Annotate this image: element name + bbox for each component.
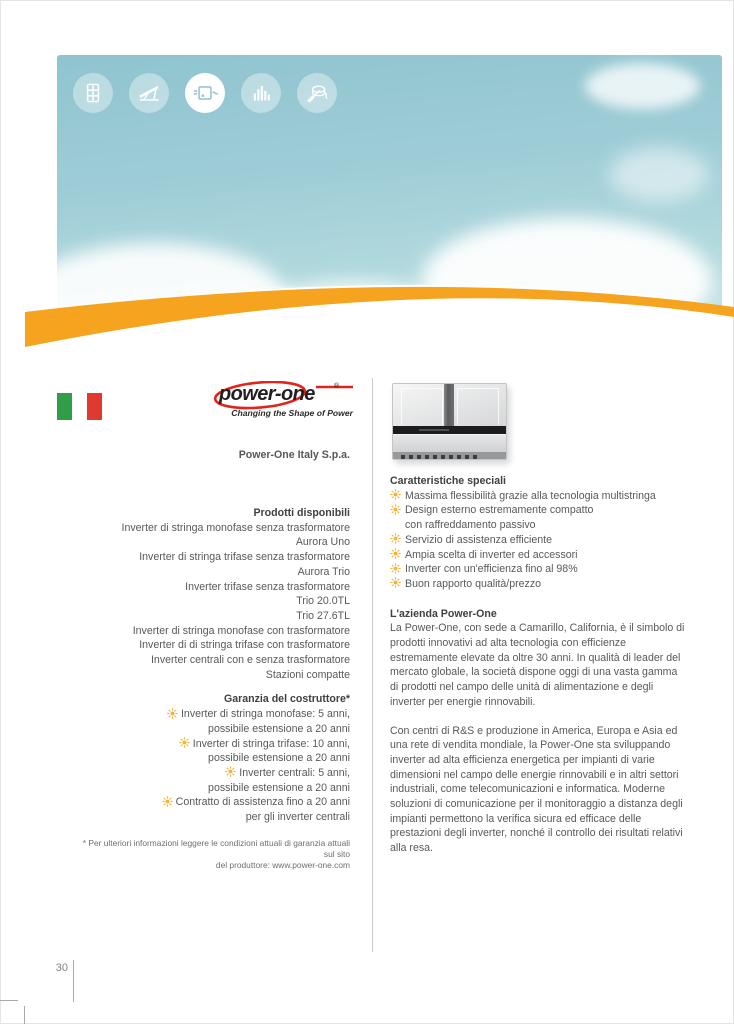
product-item: Stazioni compatte <box>265 668 350 681</box>
product-item: Inverter di stringa monofase con trasformatore <box>132 624 350 637</box>
warranty-line: Contratto di assistenza fino a 20 anni <box>80 795 350 810</box>
sun-bullet-icon <box>390 489 401 500</box>
sun-bullet-icon <box>179 737 190 748</box>
sun-bullet-icon <box>167 708 178 719</box>
warranty-line: Inverter di stringa monofase: 5 anni, <box>80 707 350 722</box>
sun-bullet-icon <box>225 766 236 777</box>
logo-tagline: Changing the Shape of Power <box>231 408 353 418</box>
warranty-line: Inverter centrali: 5 anni, <box>80 766 350 781</box>
inverter-product-photo <box>392 383 507 460</box>
feature-line: Buon rapporto qualità/prezzo <box>390 577 688 592</box>
features-heading: Caratteristiche speciali <box>390 475 506 487</box>
warranty-line: Inverter di stringa trifase: 10 anni, <box>80 737 350 752</box>
product-item: Aurora Uno <box>295 536 350 549</box>
product-item: Inverter di di stringa trifase con trasformatore <box>139 639 350 652</box>
registered-trademark-symbol: ® <box>334 383 340 390</box>
product-item: Inverter di stringa trifase senza trasformatore <box>139 551 350 564</box>
feature-line: Ampia scelta di inverter ed accessori <box>390 548 688 563</box>
product-item: Inverter trifase senza trasformatore <box>185 580 350 593</box>
company-section-heading: L'azienda Power-One <box>390 607 497 620</box>
sun-bullet-icon <box>390 563 401 574</box>
feature-line: Servizio di assistenza efficiente <box>390 533 688 548</box>
italy-flag <box>57 393 102 420</box>
left-column <box>80 506 350 871</box>
power-one-logo <box>213 381 353 423</box>
product-item: Trio 20.0TL <box>296 595 350 608</box>
inverter-doors <box>393 384 506 426</box>
page-number: 30 <box>55 962 68 974</box>
feature-line: con raffreddamento passivo <box>405 519 536 532</box>
warranty-line: possibile estensione a 20 anni <box>208 752 350 765</box>
product-item: Inverter centrali con e senza trasformatore <box>150 654 350 667</box>
logo-wordmark: power-one <box>219 383 315 405</box>
product-item: Inverter di stringa monofase senza trasformatore <box>121 521 350 534</box>
sun-bullet-icon <box>390 577 401 588</box>
feature-line: Design esterno estremamente compatto <box>390 503 688 518</box>
company-paragraph-2: Con centri di R&S e produzione in America, Europa e Asia ed una rete di vendita mondiale, la Power-One sta sviluppando inverter ad alta efficienza energetica per impianti di varie dimensioni nel campo delle energie rinnovabili e in altri settori industriali, come telecomunicazioni e informatica. Moderne soluzioni di comunicazione per il monitoraggio a distanza degli impianti permettono la verifica sicura ed efficace delle prestazioni degli inverter, nonché il controllo dei risultati relativi alla resa. <box>390 724 683 855</box>
sun-bullet-icon <box>390 548 401 559</box>
sun-bullet-icon <box>390 504 401 515</box>
feature-line: Massima flessibilità grazie alla tecnologia multistringa <box>390 489 688 504</box>
inverter-display-band <box>393 426 506 434</box>
warranty-heading: Garanzia del costruttore* <box>224 693 350 706</box>
warranty-line: possibile estensione a 20 anni <box>208 722 350 735</box>
company-paragraph-1: La Power-One, con sede a Camarillo, California, è il simbolo di prodotti innovativi ad alta tecnologia con efficienze estremamente elevate da oltre 30 anni. In qualità di leader del mercato globale, la società dispone oggi di una vasta gamma di prodotti nel campo delle unità di alimentazione e degli inverter per energie rinnovabili. <box>390 622 685 708</box>
products-heading: Prodotti disponibili <box>253 507 350 519</box>
orange-swoosh <box>0 250 734 365</box>
crop-mark-vertical <box>24 1006 25 1024</box>
sun-bullet-icon <box>390 533 401 544</box>
inverter-center-strip <box>444 384 454 426</box>
product-item: Aurora Trio <box>297 565 350 578</box>
column-divider <box>372 378 373 952</box>
company-name: Power-One Italy S.p.a. <box>238 449 350 461</box>
crop-mark-horizontal <box>0 1000 18 1001</box>
right-column <box>390 474 688 856</box>
warranty-line: possibile estensione a 20 anni <box>208 781 350 794</box>
sun-bullet-icon <box>162 796 173 807</box>
inverter-lower-panel <box>393 434 506 452</box>
feature-line: Inverter con un'efficienza fino al 98% <box>390 562 688 577</box>
product-item: Trio 27.6TL <box>296 609 350 622</box>
warranty-footnote: * Per ulteriori informazioni leggere le condizioni attuali di garanzia attuali sul sito del produttore: www.power-one.com <box>82 837 350 870</box>
warranty-line: per gli inverter centrali <box>245 811 350 824</box>
inverter-connectors <box>393 452 506 459</box>
page-number-rule <box>73 960 74 1002</box>
